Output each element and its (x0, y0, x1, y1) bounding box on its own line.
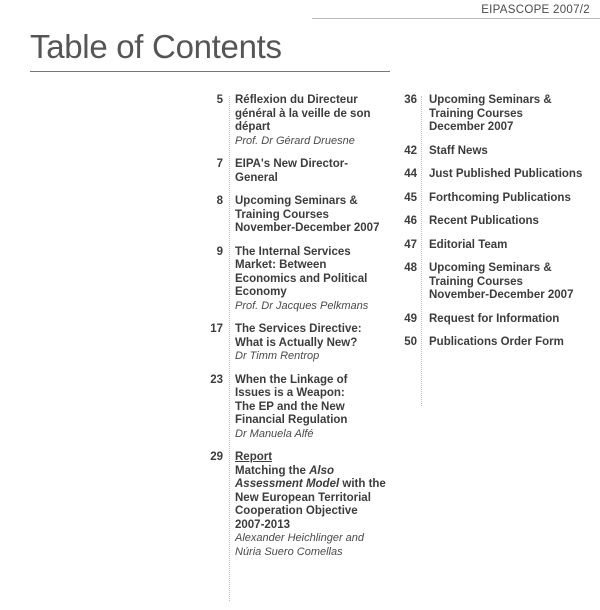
toc-page-number: 23 (210, 373, 223, 386)
toc-entry[interactable] (397, 192, 597, 206)
toc-entry-author: Dr Manuela Alfé (235, 427, 314, 440)
toc-entry-body (417, 94, 597, 135)
toc-entry-body (417, 215, 597, 229)
toc-entry[interactable] (203, 158, 393, 185)
toc-entry[interactable] (203, 195, 393, 236)
toc-entry-title-line: Financial Regulation (235, 414, 348, 426)
toc-entry-title-line: Training Courses (429, 275, 523, 288)
toc-entry-title-line: Economy (235, 286, 287, 298)
toc-entry[interactable] (397, 168, 597, 182)
toc-page-number: 46 (404, 215, 417, 227)
report-title-line-1 (235, 465, 393, 479)
toc-entry[interactable] (397, 145, 597, 159)
toc-column-right (397, 94, 597, 360)
toc-entry-title-line: November-December 2007 (235, 222, 380, 234)
toc-entry-body (417, 192, 597, 206)
toc-entry-author: Dr Timm Rentrop (235, 350, 320, 362)
toc-entry-body (223, 374, 393, 442)
toc-entry-title-line: Upcoming Seminars & (235, 195, 358, 207)
toc-entry-title-line: Staff News (429, 144, 488, 157)
toc-entry-body (223, 195, 393, 236)
toc-page-number: 48 (404, 262, 417, 274)
toc-column-left (203, 94, 393, 569)
toc-page-number: 8 (216, 195, 223, 207)
toc-entry-title-line: The Services Directive: (235, 323, 362, 335)
running-head: EIPASCOPE 2007/2 (481, 4, 590, 16)
toc-entry[interactable] (397, 239, 597, 253)
toc-entry-title-line: Request for Information (429, 312, 560, 325)
toc-entry-body (223, 451, 393, 559)
toc-entry-body (417, 262, 597, 303)
toc-entry[interactable] (397, 336, 597, 350)
toc-page-number: 29 (210, 451, 223, 463)
toc-entry-title-line: EIPA's New Director- (235, 158, 349, 170)
toc-entry-title-line: December 2007 (429, 121, 514, 133)
toc-entry-author: Prof. Dr Jacques Pelkmans (235, 299, 369, 312)
toc-entry-title-line: Issues is a Weapon: (235, 387, 345, 399)
toc-entry-body (417, 239, 597, 253)
report-author-line-2: Núria Suero Comellas (235, 545, 343, 558)
toc-list-left (203, 94, 393, 441)
report-title-italic: Also (309, 464, 335, 477)
toc-page-number: 49 (404, 312, 417, 325)
toc-page-number: 42 (404, 144, 417, 157)
report-title-text: Matching the (235, 464, 306, 477)
toc-entry-title-line: Editorial Team (429, 238, 508, 251)
toc-entry-title-line: Training Courses (235, 208, 329, 221)
toc-entry[interactable] (203, 374, 393, 442)
toc-entry-title-line: General (235, 171, 278, 184)
toc-entry-body (223, 94, 393, 148)
toc-entry-title-line: général à la veille de son (235, 107, 371, 120)
toc-entry-body (417, 336, 597, 350)
toc-entry-title-line: When the Linkage of (235, 373, 348, 386)
toc-page-number: 9 (216, 245, 223, 258)
toc-page-number: 7 (216, 158, 223, 170)
toc-entry-title-line: Just Published Publications (429, 168, 583, 180)
report-label: Report (235, 451, 273, 463)
report-title-line-5: 2007-2013 (235, 518, 290, 531)
toc-entry[interactable] (203, 246, 393, 314)
report-title-line-2 (235, 478, 393, 492)
toc-entry-report[interactable] (203, 451, 393, 559)
toc-entry-title-line: The Internal Services (235, 245, 351, 258)
report-title-italic: Assessment Model (235, 478, 340, 490)
toc-entry-title-line: Réflexion du Directeur (235, 94, 358, 106)
report-author-line-1: Alexander Heichlinger and (235, 532, 365, 544)
toc-entry-body (417, 313, 597, 327)
toc-entry-title-line: Upcoming Seminars & (429, 262, 552, 274)
toc-entry[interactable] (397, 313, 597, 327)
toc-entry-body (223, 158, 393, 185)
toc-list-right (397, 94, 597, 350)
report-title-line-4: Cooperation Objective (235, 505, 358, 517)
toc-entry-title-line: Forthcoming Publications (429, 191, 571, 204)
toc-entry[interactable] (397, 215, 597, 229)
title-rule (30, 71, 390, 72)
report-title-text: with the (339, 478, 386, 490)
toc-entry[interactable] (203, 94, 393, 148)
toc-entry-title-line: Economics and Political (235, 272, 368, 285)
toc-entry-title-line: Training Courses (429, 107, 523, 120)
toc-page-number: 44 (404, 168, 417, 180)
toc-page-number: 45 (404, 191, 417, 204)
toc-entry[interactable] (397, 94, 597, 135)
toc-entry-title-line: Market: Between (235, 259, 327, 271)
toc-page-number: 50 (404, 336, 417, 348)
toc-entry-body (417, 145, 597, 159)
toc-page-number: 36 (404, 94, 417, 106)
toc-entry-body (223, 323, 393, 364)
report-title-line-3: New European Territorial (235, 491, 371, 504)
toc-entry-title-line: Upcoming Seminars & (429, 94, 552, 106)
report-label-line (235, 451, 393, 465)
toc-page-number: 5 (216, 94, 223, 106)
toc-entry[interactable] (203, 323, 393, 364)
toc-entry-title-line: The EP and the New (235, 400, 345, 413)
toc-entry-author: Prof. Dr Gérard Druesne (235, 134, 355, 147)
toc-entry-title-line: Publications Order Form (429, 336, 564, 348)
toc-entry[interactable] (397, 262, 597, 303)
toc-entry-body (223, 246, 393, 314)
toc-entry-title-line: What is Actually New? (235, 336, 358, 349)
toc-entry-title-line: November-December 2007 (429, 289, 574, 301)
header-rule (312, 18, 600, 19)
page-title: Table of Contents (30, 28, 282, 65)
toc-entry-title-line: départ (235, 121, 271, 133)
toc-page-number: 17 (210, 323, 223, 335)
toc-page-number: 47 (404, 238, 417, 251)
toc-entry-body (417, 168, 597, 182)
toc-entry-title-line: Recent Publications (429, 215, 539, 227)
